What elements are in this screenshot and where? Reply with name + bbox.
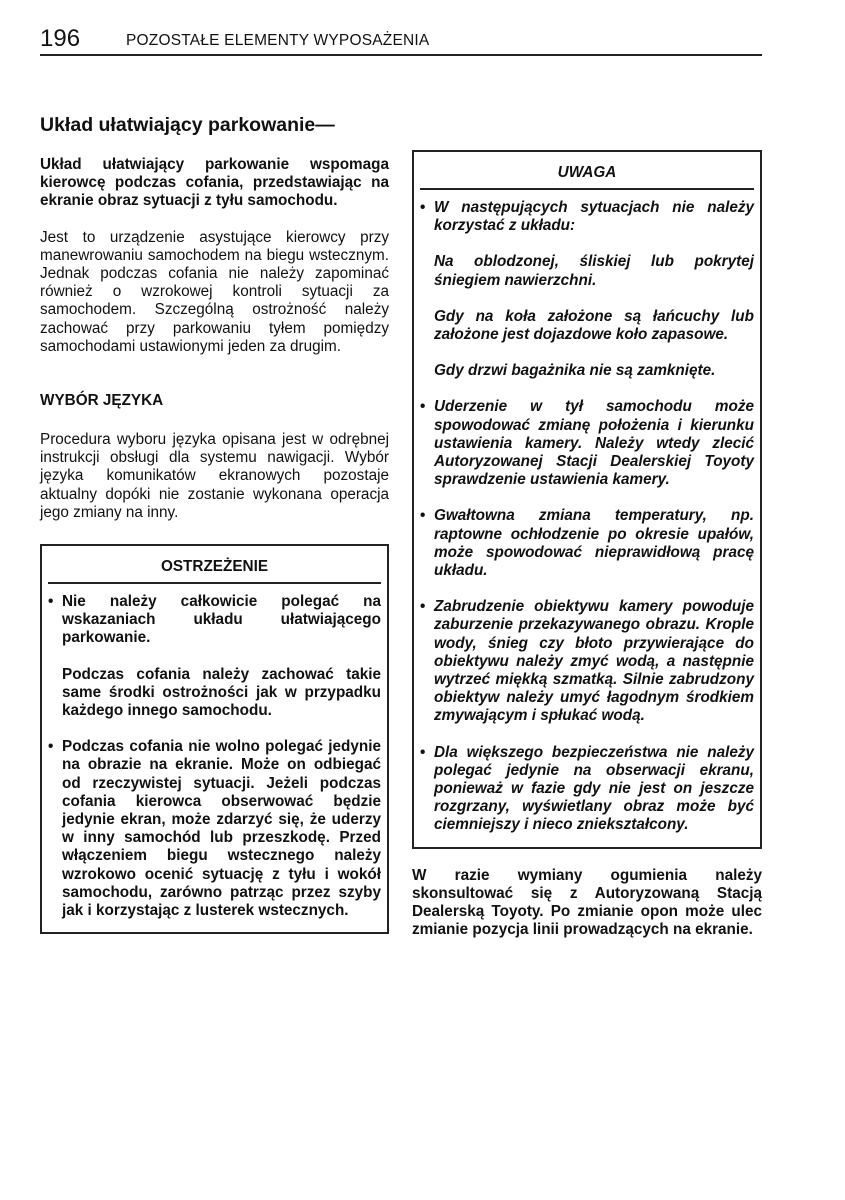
language-paragraph: Procedura wyboru języka opisana jest w odrębnej instrukcji obsługi dla systemu nawigacji. Wybór języka komunikatów ekranowych pozostaje aktualny dopóki nie zostanie wykonana operacja jego zmiany na inny. — [40, 431, 389, 521]
caution-item-text: Uderzenie w tył samochodu może spowodować zmianę położenia i kierunku ustawienia kamery. Należy wtedy zlecić Autoryzowanej Stacji Dealerskiej Toyoty sprawdzenie ustawienia kamery. — [434, 398, 754, 489]
language-heading: WYBÓR JĘZYKA — [40, 392, 164, 410]
caution-item — [420, 398, 754, 489]
caution-item — [420, 744, 754, 835]
caution-box — [412, 150, 762, 849]
caution-item-subtext: Gdy drzwi bagażnika nie są zamknięte. — [434, 362, 716, 380]
bullet-icon: • — [420, 398, 426, 416]
caution-item-subtext: Gdy na koła założone są łańcuchy lub założone jest dojazdowe koło zapasowe. — [434, 307, 754, 344]
right-column — [412, 150, 762, 940]
caution-title: UWAGA — [420, 158, 754, 190]
caution-item — [420, 507, 754, 580]
caution-item-text: Gwałtowna zmiana temperatury, np. raptowne ochłodzenie po okresie upałów, może spowodować nieprawidłową pracę układu. — [434, 507, 754, 580]
tires-paragraph: W razie wymiany ogumienia należy skonsultować się z Autoryzowaną Stacją Dealerską Toyoty. Po zmianie opon może ulec zmianie pozycja linii prowadzących na ekranie. — [412, 866, 762, 939]
warning-item-subtext: Podczas cofania należy zachować takie same środki ostrożności jak w przypadku każdego innego samochodu. — [62, 665, 381, 720]
warning-item — [48, 593, 381, 720]
running-title: POZOSTAŁE ELEMENTY WYPOSAŻENIA — [126, 32, 430, 49]
section-title: Układ ułatwiający parkowanie— — [40, 114, 335, 136]
caution-item — [420, 598, 754, 725]
left-column — [40, 113, 389, 934]
caution-item-text: Zabrudzenie obiektywu kamery powoduje zaburzenie przekazywanego obrazu. Krople wody, śnieg czy błoto przywierające do obiektywu należy zmyć wodą, a następnie wytrzeć miękką szmatką. Silnie zabrudzony obiektyw należy umyć łagodnym środkiem zmywającym i spłukać wodą. — [434, 598, 754, 725]
bullet-icon: • — [420, 507, 426, 525]
bullet-icon: • — [420, 598, 426, 616]
page-header — [40, 24, 762, 56]
caution-item — [420, 199, 754, 380]
bullet-icon: • — [48, 738, 54, 756]
body-paragraph: Jest to urządzenie asystujące kierowcy przy manewrowaniu samochodem na biegu wstecznym. Jednak podczas cofania nie należy zapominać również o wzrokowej kontroli sytuacji za samochodem. Szczególną ostrożność należy zachować przy parkowaniu tyłem pomiędzy samochodami ustawionymi jeden za drugim. — [40, 228, 389, 355]
warning-item — [48, 738, 381, 920]
caution-item-text: W następujących sytuacjach nie należy korzystać z układu: — [434, 199, 754, 235]
bullet-icon: • — [420, 743, 426, 761]
caution-item-text: Dla większego bezpieczeństwa nie należy polegać jedynie na obserwacji ekranu, ponieważ w fazie gdy nie jest on jeszcze rozgrzany, wyświetlany obraz może być ciemniejszy i nieco zniekształcony. — [434, 743, 754, 834]
warning-item-text: Nie należy całkowicie polegać na wskazaniach układu ułatwiającego parkowanie. — [62, 593, 381, 647]
bullet-icon: • — [48, 593, 54, 611]
warning-item-text: Podczas cofania nie wolno polegać jedynie na obrazie na ekranie. Może on odbiegać od rzeczywistej sytuacji. Jeżeli podczas cofania kierowca obserwować będzie jedynie ekran, może zdarzyć się, że uderzy w inny samochód lub przeszkodę. Przed włączeniem biegu wstecznego należy wzrokowo ocenić sytuację z tyłu i wokół samochodu, zarówno patrząc przez szyby jak i korzystając z lusterek wstecznych. — [62, 738, 381, 920]
warning-box — [40, 544, 389, 934]
intro-paragraph: Układ ułatwiający parkowanie wspomaga kierowcę podczas cofania, przedstawiając na ekranie obraz sytuacji z tyłu samochodu. — [40, 156, 389, 210]
caution-item-subtext: Na oblodzonej, śliskiej lub pokrytej śniegiem nawierzchni. — [434, 253, 754, 289]
warning-title: OSTRZEŻENIE — [48, 552, 381, 584]
bullet-icon: • — [420, 199, 426, 216]
page-number: 196 — [40, 25, 81, 52]
